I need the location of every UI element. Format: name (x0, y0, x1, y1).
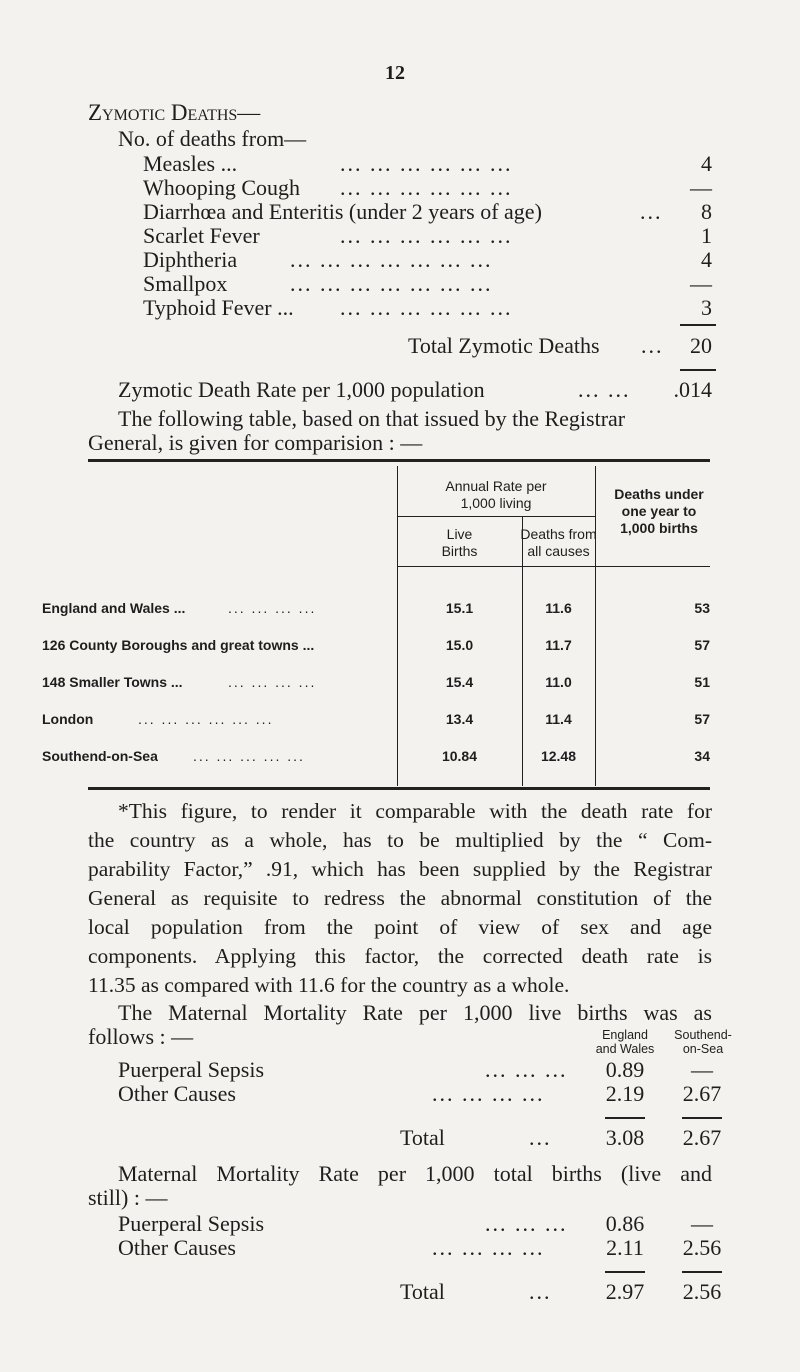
table-vline (397, 466, 398, 786)
list-item-value: 1 (701, 223, 712, 248)
table-row-area: London (42, 711, 94, 727)
maternal-intro-line-1: The Maternal Mortality Rate per 1,000 live births was as (118, 1000, 712, 1025)
maternal-row-dots: ... ... ... (485, 1057, 568, 1082)
column-header-line: Deaths under (614, 486, 704, 502)
page-number: 12 (385, 62, 405, 84)
table-cell-infant: 51 (694, 674, 710, 690)
maternal-total-births-intro-line-1: Maternal Mortality Rate per 1,000 total births (live and (118, 1161, 712, 1186)
table-cell-infant: 34 (694, 748, 710, 764)
rate-label: Zymotic Death Rate per 1,000 population (118, 377, 485, 402)
maternal-cell-southend: 2.56 (682, 1235, 722, 1260)
column-header-line: one year to (621, 503, 697, 519)
table-cell-infant: 53 (694, 600, 710, 616)
table-cell-deaths: 11.6 (545, 600, 572, 616)
footnote-line: components. Applying this factor, the corrected death rate is (88, 944, 712, 968)
table-row-area: England and Wales ... (42, 600, 186, 616)
group-header-line: Annual Rate per (445, 478, 547, 494)
list-item-dots: ... ... ... ... ... ... (340, 223, 513, 248)
list-item-dots: ... ... ... ... ... ... ... (290, 247, 493, 272)
footnote (88, 797, 712, 1000)
list-item-label: Whooping Cough (143, 175, 301, 200)
table-row-dots: ... ... ... ... ... (193, 748, 305, 764)
maternal-total-dots: ... (529, 1125, 552, 1150)
maternal-total-dots: ... (529, 1279, 552, 1304)
maternal-total-label: Total (400, 1125, 445, 1150)
maternal-cell-southend: — (691, 1211, 713, 1236)
column-header-line: Live (446, 526, 473, 542)
footnote-line: *This figure, to render it comparable with the death rate for (118, 799, 712, 823)
list-item-dots: ... ... ... ... ... ... ... (290, 271, 493, 296)
table-row-area: Southend-on-Sea (42, 748, 158, 764)
maternal-total-southend: 2.67 (682, 1125, 722, 1150)
maternal-total-england: 3.08 (605, 1125, 645, 1150)
sum-rule (605, 1117, 645, 1119)
list-item-label: Diphtheria (143, 247, 238, 272)
maternal-cell-southend: — (691, 1057, 713, 1082)
maternal-total-southend: 2.56 (682, 1279, 722, 1304)
footnote-line: the country as a whole, has to be multiplied by the “ Com- (88, 828, 712, 852)
maternal-row-label: Other Causes (118, 1235, 236, 1260)
list-item-label: Diarrhœa and Enteritis (under 2 years of age) (143, 199, 542, 224)
table-row-dots: ... ... ... ... (228, 600, 317, 616)
maternal-cell-england: 2.19 (605, 1081, 645, 1106)
footnote-line: General as requisite to redress the abnormal constitution of the (88, 886, 712, 910)
table-row-area: 148 Smaller Towns ... (42, 674, 183, 690)
table-header-rule (397, 566, 710, 567)
table-row-area: 126 County Boroughs and great towns ... (42, 637, 315, 653)
table-cell-infant: 57 (694, 711, 710, 727)
maternal-total-births-intro-line-2: still) : — (88, 1185, 168, 1210)
maternal-row-dots: ... ... ... (485, 1211, 568, 1236)
list-item-value: 8 (701, 199, 712, 224)
total-value: 20 (690, 333, 712, 358)
maternal-row-label: Other Causes (118, 1081, 236, 1106)
list-item-label: Measles ... (143, 151, 238, 176)
table-row-dots: ... ... ... ... ... ... (138, 711, 274, 727)
column-header-line: on-Sea (682, 1042, 724, 1056)
list-item-value: 4 (701, 151, 712, 176)
column-header-england (580, 1028, 670, 1056)
list-item-label: Scarlet Fever (143, 223, 260, 248)
maternal-row-label: Puerperal Sepsis (118, 1211, 265, 1236)
subheading: No. of deaths from— (118, 126, 307, 151)
section-heading: Zymotic Deaths— (88, 100, 261, 125)
total-rule (680, 369, 716, 371)
table-cell-deaths: 11.7 (545, 637, 572, 653)
column-header-line: 1,000 births (620, 520, 698, 536)
group-header (397, 478, 595, 512)
list-item-dots: ... ... ... ... ... ... (340, 295, 513, 320)
total-dots: ... (641, 333, 664, 358)
footnote-line: parability Factor,” .91, which has been supplied by the Registrar (88, 857, 712, 881)
list-item-dots: ... ... ... ... ... ... (340, 151, 513, 176)
column-header-line: England (602, 1028, 648, 1042)
footnote-line: 11.35 as compared with 11.6 for the country as a whole. (88, 973, 570, 997)
maternal-row-label: Puerperal Sepsis (118, 1057, 265, 1082)
list-item-value: 4 (701, 247, 712, 272)
table-cell-live: 15.0 (445, 637, 474, 653)
sum-rule (682, 1271, 722, 1273)
maternal-cell-england: 0.86 (605, 1211, 645, 1236)
maternal-row-dots: ... ... ... ... (432, 1081, 545, 1106)
table-cell-live: 10.84 (441, 748, 478, 764)
table-hline (397, 516, 595, 517)
maternal-cell-england: 0.89 (605, 1057, 645, 1082)
table-top-rule (88, 459, 710, 462)
column-header-line: and Wales (595, 1042, 655, 1056)
list-item-value: 3 (701, 295, 712, 320)
sum-rule (680, 324, 716, 326)
table-cell-live: 13.4 (445, 711, 474, 727)
column-header-southend (658, 1028, 748, 1056)
group-header-line: 1,000 living (460, 495, 532, 511)
footnote-line: local population from the point of view of sex and age (88, 915, 712, 939)
table-row-dots: ... ... ... ... (228, 674, 317, 690)
list-item-label: Typhoid Fever ... (143, 295, 294, 320)
list-item-value: — (690, 271, 712, 296)
table-cell-deaths: 11.0 (545, 674, 572, 690)
table-cell-infant: 57 (694, 637, 710, 653)
list-item-value: — (690, 175, 712, 200)
intro-line-2: General, is given for comparision : — (88, 430, 423, 455)
maternal-row-dots: ... ... ... ... (432, 1235, 545, 1260)
column-header-line: Southend- (674, 1028, 732, 1042)
rate-dots: ... ... (578, 377, 631, 402)
table-cell-deaths: 12.48 (540, 748, 577, 764)
table-cell-deaths: 11.4 (545, 711, 572, 727)
list-item-dots: ... (640, 199, 663, 224)
column-header-line: Deaths from (520, 526, 597, 542)
column-header-line: all causes (527, 543, 590, 559)
maternal-intro-line-2: follows : — (88, 1024, 194, 1049)
intro-line-1: The following table, based on that issued by the Registrar (118, 406, 626, 431)
list-item-label: Smallpox (143, 271, 228, 296)
maternal-cell-england: 2.11 (606, 1235, 644, 1260)
total-label: Total Zymotic Deaths (408, 333, 600, 358)
sum-rule (682, 1117, 722, 1119)
list-item-dots: ... ... ... ... ... ... (340, 175, 513, 200)
maternal-cell-southend: 2.67 (682, 1081, 722, 1106)
table-cell-live: 15.4 (445, 674, 474, 690)
sum-rule (605, 1271, 645, 1273)
maternal-total-label: Total (400, 1279, 445, 1304)
rate-value: .014 (673, 377, 712, 402)
table-bottom-rule (88, 787, 710, 790)
column-header-deaths (522, 526, 595, 560)
maternal-total-england: 2.97 (605, 1279, 645, 1304)
table-cell-live: 15.1 (445, 600, 474, 616)
column-header-line: Births (441, 543, 478, 559)
